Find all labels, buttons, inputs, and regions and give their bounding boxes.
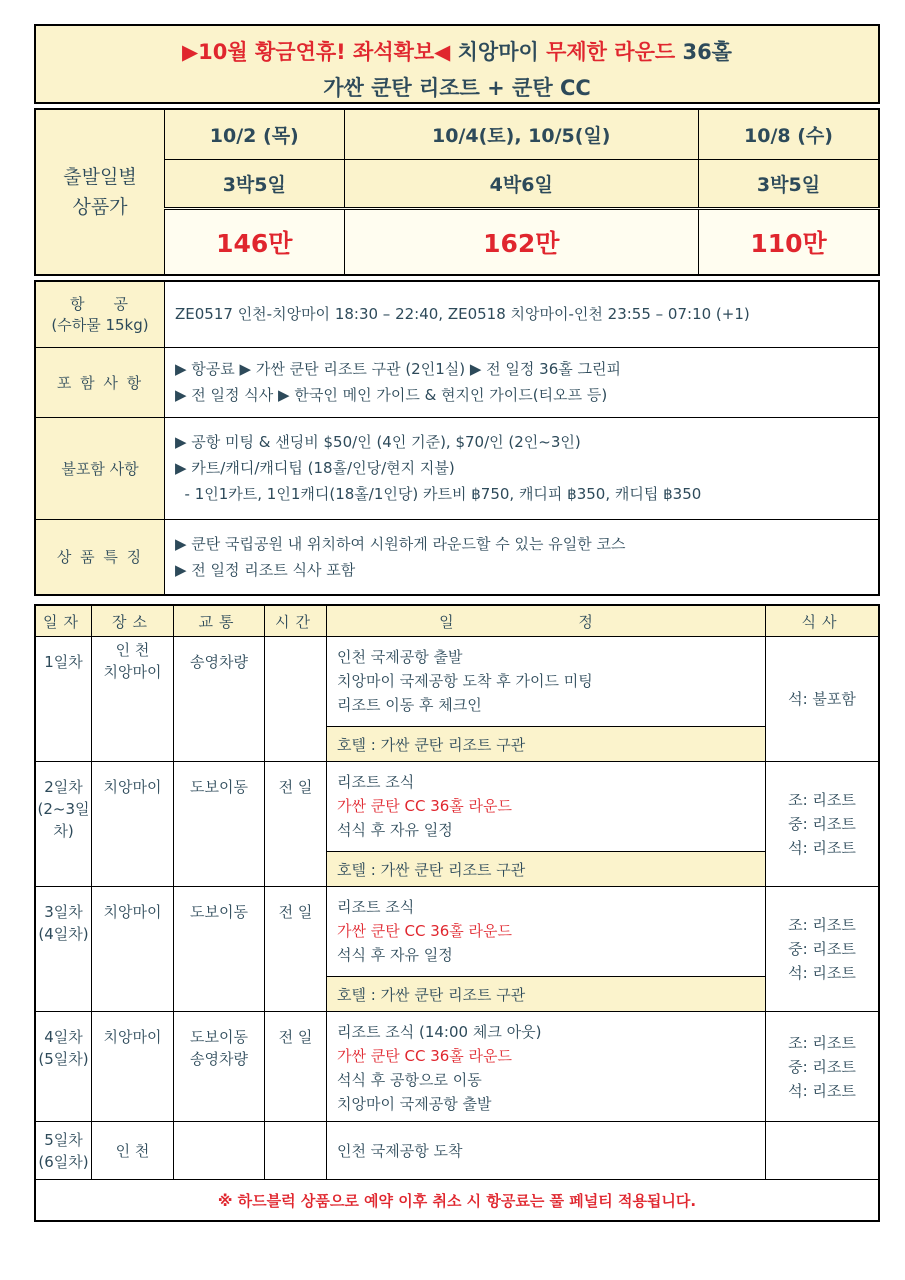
price-amount-2: 162만 — [344, 208, 698, 275]
day-4-row — [35, 1012, 879, 1122]
title-destination: 치앙마이 — [450, 40, 547, 64]
day-4-name: 4일차 — [44, 1028, 83, 1046]
day-1-transport: 송영차량 — [174, 637, 265, 762]
day-1-label — [35, 637, 92, 762]
day-4-line-3: 석식 후 공항으로 이동 — [337, 1071, 482, 1089]
header-day: 일자 — [35, 605, 92, 637]
day-2-sub-1: (2~3일 — [37, 800, 90, 818]
day-3-line-2: 가싼 쿤탄 CC 36홀 라운드 — [337, 922, 513, 940]
day-1-name: 1일차 — [44, 653, 83, 671]
excluded-line-2: ▶ 카트/캐디/캐디팁 (18홀/인당/현지 지불) — [175, 459, 455, 477]
price-date-1: 10/2 (목) — [165, 109, 345, 160]
price-duration-1: 3박5일 — [165, 160, 345, 209]
excluded-text — [165, 417, 880, 519]
day-5-meal — [766, 1122, 880, 1180]
day-5-place: 인 천 — [92, 1122, 174, 1180]
day-3-hotel: 호텔 : 가싼 쿤탄 리조트 구관 — [327, 977, 766, 1012]
day-1-place-line-2: 치앙마이 — [103, 663, 162, 681]
day-2-meal-breakfast: 조: 리조트 — [788, 791, 856, 809]
day-1-meal-dinner: 석: 불포함 — [788, 690, 856, 708]
flight-label-line-2: (수하물 15kg) — [51, 316, 149, 335]
price-table — [34, 108, 880, 276]
day-2-row — [35, 762, 879, 852]
excluded-line-3: - 1인1카트, 1인1캐디(18홀/1인당) 카트비 ฿750, 캐디피 ฿350, 캐디팁 ฿350 — [175, 485, 702, 503]
title-line-2: 가싼 쿤탄 리조트 + 쿤탄 CC — [323, 76, 591, 100]
day-5-label — [35, 1122, 92, 1180]
price-date-3: 10/8 (수) — [698, 109, 879, 160]
price-label-line-2: 상품가 — [72, 196, 128, 218]
day-1-line-2: 치앙마이 국제공항 도착 후 가이드 미팅 — [337, 672, 593, 690]
day-3-place: 치앙마이 — [92, 887, 174, 1012]
day-2-transport: 도보이동 — [174, 762, 265, 887]
day-3-meal-lunch: 중: 리조트 — [788, 940, 856, 958]
price-amount-1: 146만 — [165, 208, 345, 275]
included-label: 포 함 사 항 — [35, 347, 165, 417]
day-2-place: 치앙마이 — [92, 762, 174, 887]
day-5-time — [265, 1122, 327, 1180]
included-line-1: ▶ 항공료 ▶ 가싼 쿤탄 리조트 구관 (2인1실) ▶ 전 일정 36홀 그린피 — [175, 360, 621, 378]
excluded-line-1: ▶ 공항 미팅 & 샌딩비 $50/인 (4인 기준), $70/인 (2인~3인) — [175, 433, 581, 451]
day-2-time: 전 일 — [265, 762, 327, 887]
day-2-line-2: 가싼 쿤탄 CC 36홀 라운드 — [337, 797, 513, 815]
flight-label — [35, 281, 165, 347]
day-3-line-3: 석식 후 자유 일정 — [337, 946, 453, 964]
features-line-1: ▶ 쿤탄 국립공원 내 위치하여 시원하게 라운드할 수 있는 유일한 코스 — [175, 534, 626, 553]
day-4-place: 치앙마이 — [92, 1012, 174, 1122]
cancellation-notice: ※ 하드블럭 상품으로 예약 이후 취소 시 항공료는 풀 페널티 적용됩니다. — [35, 1180, 879, 1222]
day-2-sub-2: 차) — [53, 822, 74, 840]
day-1-place-line-1: 인 천 — [115, 641, 150, 659]
day-3-transport: 도보이동 — [174, 887, 265, 1012]
price-label — [35, 109, 165, 275]
day-4-line-2: 가싼 쿤탄 CC 36홀 라운드 — [337, 1047, 513, 1065]
day-1-time — [265, 637, 327, 762]
day-4-label — [35, 1012, 92, 1122]
day-3-sub-1: (4일차) — [38, 925, 89, 943]
day-2-line-1: 리조트 조식 — [337, 773, 415, 791]
day-3-time: 전 일 — [265, 887, 327, 1012]
day-5-sub-1: (6일차) — [38, 1152, 89, 1171]
day-4-meal-dinner: 석: 리조트 — [788, 1081, 856, 1100]
flight-label-line-1: 항 공 — [69, 295, 131, 314]
schedule-table — [34, 604, 880, 1222]
day-5-transport — [174, 1122, 265, 1180]
day-4-itinerary — [327, 1012, 766, 1122]
info-table — [34, 280, 880, 596]
day-3-meal-breakfast: 조: 리조트 — [788, 916, 856, 934]
flight-text: ZE0517 인천-치앙마이 18:30 – 22:40, ZE0518 치앙마이-인천 23:55 – 07:10 (+1) — [165, 281, 880, 347]
features-label: 상 품 특 징 — [35, 519, 165, 595]
price-label-line-1: 출발일별 — [63, 166, 137, 188]
day-3-label — [35, 887, 92, 1012]
day-2-line-3: 석식 후 자유 일정 — [337, 821, 453, 839]
header-itinerary: 일 정 — [327, 605, 766, 637]
price-date-2: 10/4(토), 10/5(일) — [344, 109, 698, 160]
price-duration-2: 4박6일 — [344, 160, 698, 209]
day-1-line-1: 인천 국제공항 출발 — [337, 648, 463, 666]
title-holes: 36홀 — [675, 40, 732, 64]
title-unlimited: 무제한 라운드 — [546, 40, 676, 64]
day-3-meal-dinner: 석: 리조트 — [788, 964, 856, 982]
day-3-meal — [766, 887, 880, 1012]
included-text — [165, 347, 880, 417]
day-5-itinerary: 인천 국제공항 도착 — [327, 1122, 766, 1180]
day-1-row — [35, 637, 879, 727]
day-1-hotel: 호텔 : 가싼 쿤탄 리조트 구관 — [327, 727, 766, 762]
day-2-meal-lunch: 중: 리조트 — [788, 815, 856, 833]
day-2-label — [35, 762, 92, 887]
title-line-1 — [36, 36, 878, 66]
header-place: 장소 — [92, 605, 174, 637]
day-4-line-4: 치앙마이 국제공항 출발 — [337, 1095, 492, 1113]
title-box — [34, 24, 880, 104]
price-amount-3: 110만 — [698, 208, 879, 275]
header-time: 시간 — [265, 605, 327, 637]
day-4-line-1: 리조트 조식 (14:00 체크 아웃) — [337, 1023, 542, 1041]
day-1-meal — [766, 637, 880, 762]
features-line-2: ▶ 전 일정 리조트 식사 포함 — [175, 560, 356, 579]
day-3-itinerary — [327, 887, 766, 977]
day-4-sub-1: (5일차) — [38, 1050, 89, 1068]
day-5-row — [35, 1122, 879, 1180]
day-4-meal — [766, 1012, 880, 1122]
title-promo: ▶10월 황금연휴! 좌석확보◀ — [182, 40, 451, 64]
day-4-transport-line-1: 도보이동 — [190, 1028, 248, 1046]
day-2-itinerary — [327, 762, 766, 852]
included-line-2: ▶ 전 일정 식사 ▶ 한국인 메인 가이드 & 현지인 가이드(티오프 등) — [175, 386, 608, 404]
header-transport: 교통 — [174, 605, 265, 637]
day-4-transport-line-2: 송영차량 — [190, 1050, 248, 1068]
day-1-place — [92, 637, 174, 762]
excluded-label: 불포함 사항 — [35, 417, 165, 519]
price-duration-3: 3박5일 — [698, 160, 879, 209]
day-2-name: 2일차 — [44, 778, 83, 796]
day-4-transport — [174, 1012, 265, 1122]
day-4-meal-lunch: 중: 리조트 — [788, 1057, 856, 1076]
day-5-name: 5일차 — [44, 1130, 83, 1149]
day-1-line-3: 리조트 이동 후 체크인 — [337, 696, 482, 714]
day-3-line-1: 리조트 조식 — [337, 898, 415, 916]
header-meal: 식사 — [766, 605, 880, 637]
day-3-name: 3일차 — [44, 903, 83, 921]
day-2-meal-dinner: 석: 리조트 — [788, 839, 856, 857]
day-1-itinerary — [327, 637, 766, 727]
day-4-time: 전 일 — [265, 1012, 327, 1122]
day-3-row — [35, 887, 879, 977]
day-4-meal-breakfast: 조: 리조트 — [788, 1033, 856, 1052]
day-2-meal — [766, 762, 880, 887]
features-text — [165, 519, 880, 595]
day-2-hotel: 호텔 : 가싼 쿤탄 리조트 구관 — [327, 852, 766, 887]
